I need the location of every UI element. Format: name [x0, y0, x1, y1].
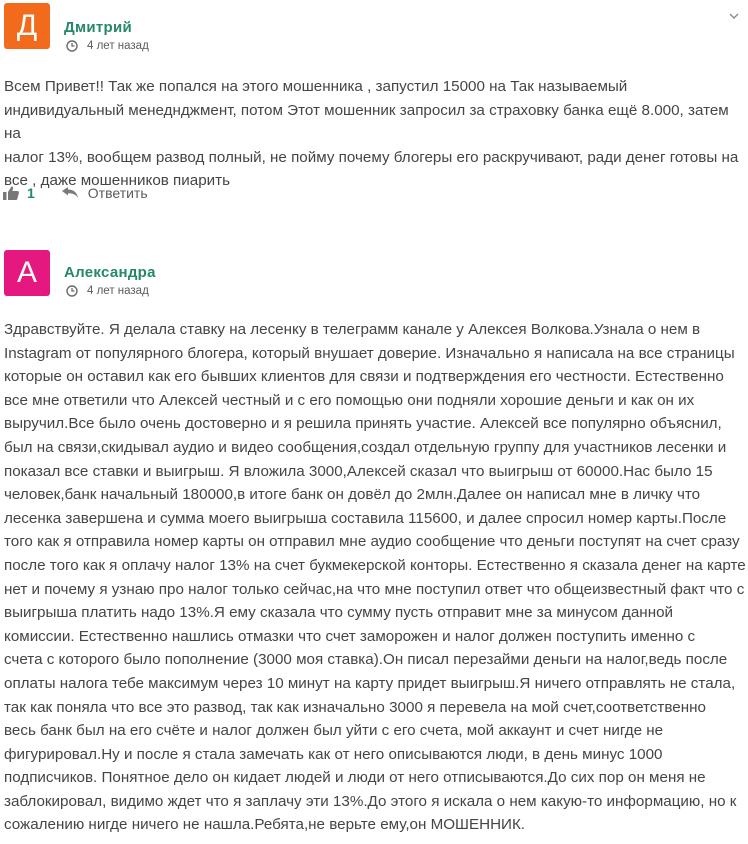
clock-icon — [66, 285, 78, 297]
comment-text: Всем Привет!! Так же попался на этого мошенника , запустил 15000 на Так называемый индивидуальный менеднджмент, потом Этот мошенник запросил за страховку банка ещё 8.000, затем на налог 13%, вообщем развод полный, не пойму почему блогеры его раскручивают, ради денег готовы на все , даже мошенников пиарить — [4, 78, 739, 190]
comment-author[interactable]: Александра — [64, 264, 156, 281]
comment-actions — [2, 185, 148, 201]
comment-time[interactable]: 4 лет назад — [87, 40, 149, 52]
comment-meta — [66, 40, 149, 52]
chevron-down-icon[interactable] — [728, 10, 740, 22]
comment-text: Здравствуйте. Я делала ставку на лесенку в телеграмм канале у Алексея Волкова.Узнала о нем в Instagram от популярного блогера, который внушает доверие. Изначально я написала на все страницы которые он оставил как его бывших клиентов для связи и подтверждения его честности. Естественно все мне ответили что Алексей честный и с его помощью они подняли хорошие деньги и как он их выручил.Все было очень достоверно и я решила принять участие. Алексей все популярно объяснил, был на связи,скидывал аудио и видео сообщения,создал отдельную группу для участников лесенки и показал все ставки и выигрыш. Я вложила 3000,Алексей сказал что выигрыш от 60000.Нас было 15 человек,банк начальный 180000,в итоге банк он довёл до 2млн.Далее он написал мне в личку что лесенка завершена и сумма моего выигрыша составила 115600, и далее спросил номер карты.После того как я отправила номер карты он отправил мне аудио сообщение что деньги поступят на счет сразу после того как я оплачу налог 13% на счет букмекерской конторы. Естественно я сказала денег на карте нет и почему я узнаю про налог только сейчас,на что мне поступил ответ что общеизвестный факт что с выигрыша платить надо 13%.Я ему сказала что сумму пусть отправит мне за минусом данной комиссии. Естественно нашлись отмазки что счет заморожен и налог должен поступить именно с счета с которого было пополнение (3000 моя ставка).Он писал перезайми деньги на налог,ведь после оплаты налога тебе максимум через 10 минут на карту придет выигрыш.Я ничего отправлять не стала, так как поняла что все это развод, так как изначально 3000 я перевела на мой счет,соответственно весь банк был на его счёте и налог должен был уйти с его счета, мой аккаунт и счет нигде не фигурировал.Ну и после я стала замечать как от него описываются люди, в день минус 1000 подписчиков. Понятное дело он кидает людей и люди от него отписываются.До сих пор он меня не заблокировал, видимо ждет что я заплачу эти 13%.До этого я искала о нем какую-то информацию, но к сожалению нигде ничего не нашла.Ребята,не верьте ему,он МОШЕННИК. — [4, 321, 746, 834]
reply-arrow-icon[interactable] — [61, 186, 79, 200]
comment-aleksandra — [0, 240, 748, 844]
like-count: 1 — [27, 185, 35, 201]
comment-meta — [66, 285, 149, 297]
reply-button[interactable]: Ответить — [87, 185, 148, 201]
thumbs-up-icon[interactable] — [2, 185, 20, 201]
comment-author[interactable]: Дмитрий — [64, 19, 133, 36]
avatar[interactable]: А — [4, 250, 50, 296]
comment-time[interactable]: 4 лет назад — [87, 285, 149, 297]
clock-icon — [66, 40, 78, 52]
avatar[interactable]: Д — [4, 3, 50, 49]
comment-dmitriy — [0, 0, 748, 240]
